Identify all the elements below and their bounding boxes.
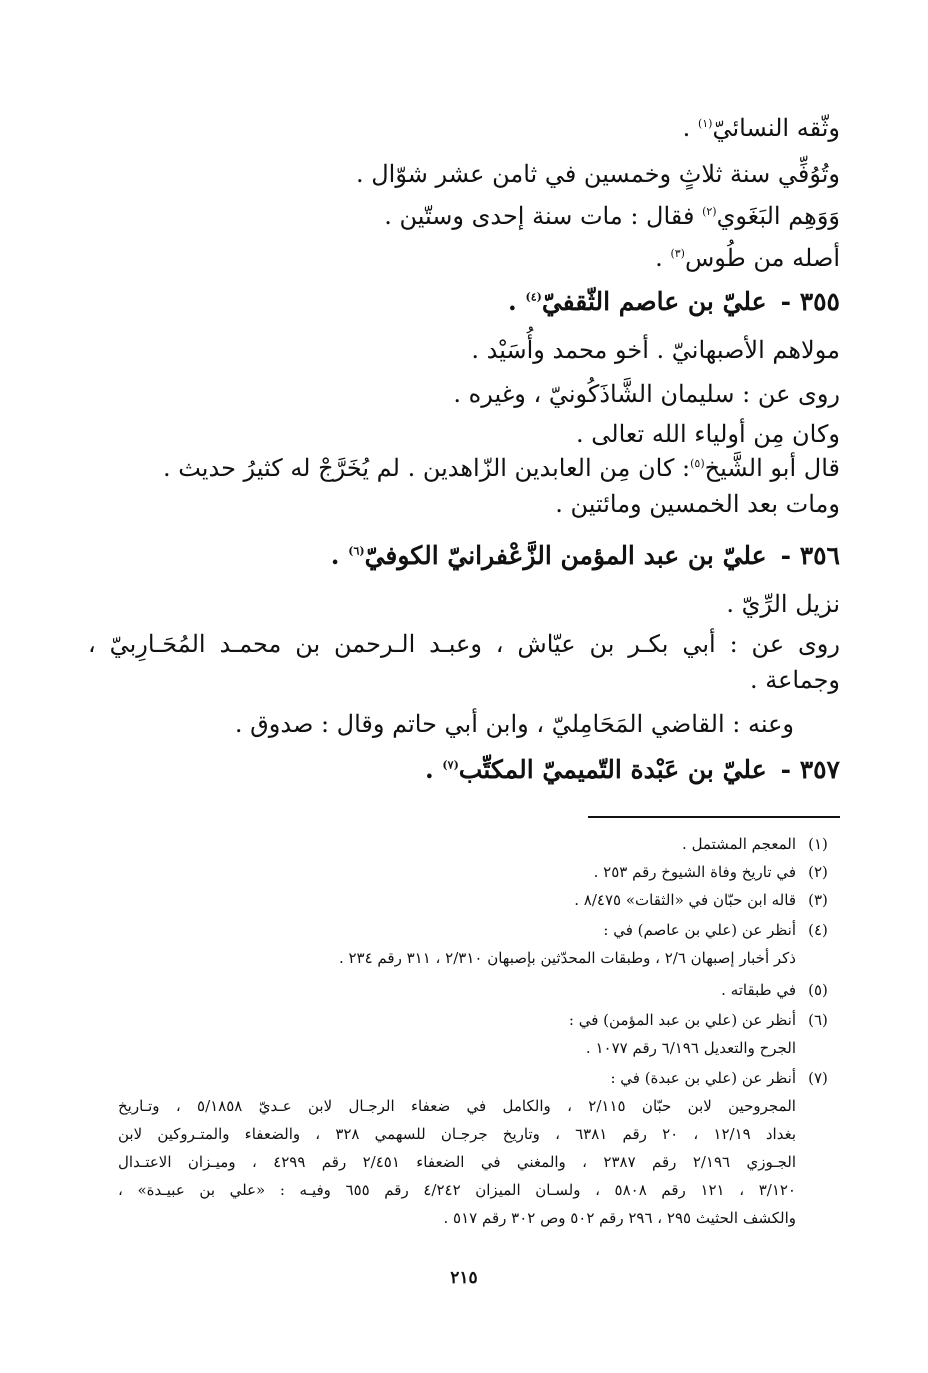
text-line-2: وتُوُفِّي سنة ثلاثٍ وخمسين في ثامن عشر شوّال .: [355, 160, 840, 188]
footnote-ref-5[interactable]: (٥): [690, 457, 705, 470]
footnote-4-sources: ذكر أخبار إصبهان ٢/٦ ، وطبقات المحدّثين بإصبهان ٢/٣١٠ ، ٣١١ رقم ٢٣٤ .: [338, 949, 796, 967]
text-line-7: روى عن : سليمان الشَّاذَكُونيّ ، وغيره .: [453, 380, 840, 408]
text-line-1: وثّقه النسائيّ$^{(١)}$ .: [682, 114, 840, 142]
entry-heading-355: ٣٥٥ -عليّ بن عاصم الثّقفيّ$^{(٤)}$ .: [508, 287, 840, 316]
footnote-7-sources-1: المجروحين لابن حبّان ٢/١١٥ ، والكامل في ضعفاء الرجـال لابن عـديّ ٥/١٨٥٨ ، وتـاريخ: [118, 1097, 796, 1115]
footnote-7-sources-2: بغداد ١٢/١٩ ، ٢٠ رقم ٦٣٨١ ، وتاريخ جرجـان للسهمي ٣٢٨ ، والضعفاء والمتـروكين لابن: [118, 1125, 796, 1143]
footnote-2: (٢)في تاريخ وفاة الشيوخ رقم ٢٥٣ .: [593, 863, 828, 881]
page-number: ٢١٥: [450, 1268, 478, 1288]
text-line-15: وعنه : القاضي المَحَامِليّ ، وابن أبي حاتم وقال : صدوق .: [234, 710, 794, 738]
footnote-3: (٣)قاله ابن حبّان في «الثقات» ٨/٤٧٥ .: [574, 891, 828, 909]
entry-heading-356: ٣٥٦ -عليّ بن عبد المؤمن الزَّعْفرانيّ الكوفيّ$^{(٦)}$ .: [330, 541, 840, 570]
footnote-4: (٤)أنظر عن (علي بن عاصم) في :: [603, 921, 828, 939]
text-line-4: أصله من طُوس$^{(٣)}$ .: [655, 244, 840, 272]
text-line-10: ومات بعد الخمسين ومائتين .: [555, 490, 840, 518]
entry-number: ٣٥٥ -: [780, 287, 840, 316]
footnote-divider: [588, 816, 840, 818]
footnote-6-sources: الجرح والتعديل ٦/١٩٦ رقم ١٠٧٧ .: [585, 1039, 796, 1057]
entry-number: ٣٥٧ -: [780, 755, 840, 784]
footnote-7-sources-5: والكشف الحثيث ٢٩٥ ، ٢٩٦ رقم ٥٠٢ وص ٣٠٢ رقم ٥١٧ .: [443, 1209, 796, 1227]
footnote-ref-4[interactable]: (٤): [525, 290, 542, 304]
footnote-1: (١)المعجم المشتمل .: [682, 835, 828, 853]
text-line-14: وجماعة .: [749, 666, 840, 694]
footnote-6: (٦)أنظر عن (علي بن عبد المؤمن) في :: [568, 1011, 828, 1029]
text-line-9: قال أبو الشَّيخ$^{(٥)}$: كان مِن العابدين الزّاهدين . لم يُخَرَّجْ له كثيرُ حديث .: [162, 454, 840, 482]
footnote-ref-7[interactable]: (٧): [442, 758, 459, 772]
text-line-13: روى عن : أبي بكـر بن عيّاش ، وعبـد الـرحمن بن محمـد المُحَـارِبيّ ،: [88, 630, 840, 658]
footnote-7: (٧)أنظر عن (علي بن عبدة) في :: [610, 1069, 828, 1087]
text-line-12: نزيل الرِّيّ .: [726, 590, 840, 618]
footnote-ref-6[interactable]: (٦): [348, 544, 365, 558]
footnote-ref-1[interactable]: (١): [697, 117, 713, 130]
footnote-ref-2[interactable]: (٢): [702, 205, 717, 218]
text-line-3: وَوَهِم البَغَوي$^{(٢)}$ فقال : مات سنة إحدى وستّين .: [384, 202, 840, 230]
footnote-5: (٥)في طبقاته .: [721, 981, 828, 999]
entry-heading-357: ٣٥٧ -عليّ بن عَبْدة التّميميّ المكتِّب$^{(٧)}$ .: [424, 755, 840, 784]
footnote-7-sources-4: ٣/١٢٠ ، ١٢١ رقم ٥٨٠٨ ، ولسـان الميزان ٤/٢٤٢ رقم ٦٥٥ وفيـه : «علي بن عبيـدة» ،: [118, 1181, 796, 1199]
footnote-ref-3[interactable]: (٣): [670, 247, 685, 260]
entry-number: ٣٥٦ -: [780, 541, 840, 570]
text-line-6: مولاهم الأصبهانيّ . أخو محمد وأُسَيْد .: [471, 336, 840, 364]
text-line-8: وكان مِن أولياء الله تعالى .: [576, 420, 840, 448]
footnote-7-sources-3: الجـوزي ٢/١٩٦ رقم ٢٣٨٧ ، والمغني في الضعفاء ٢/٤٥١ رقم ٤٢٩٩ ، وميـزان الاعتـدال: [118, 1153, 797, 1171]
